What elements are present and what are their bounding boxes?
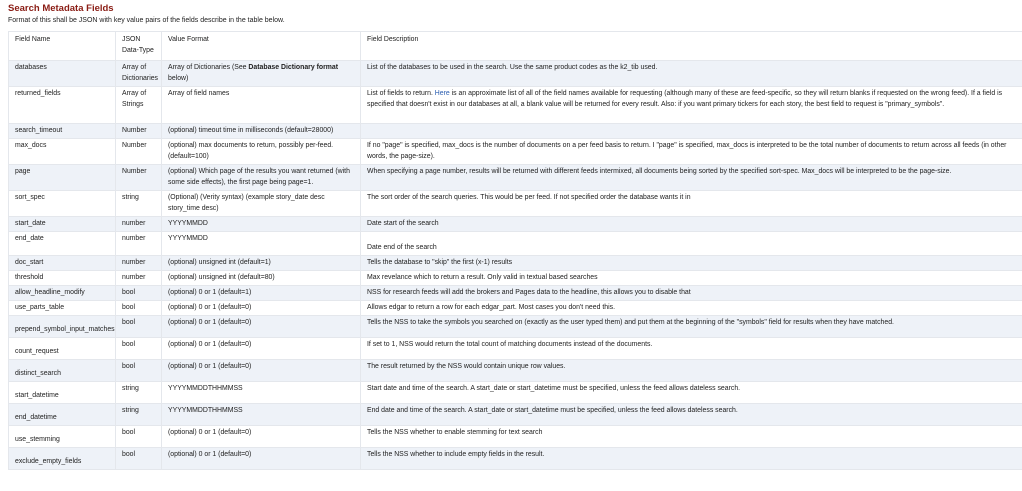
metadata-fields-table — [8, 31, 1022, 470]
field-type: number — [116, 232, 162, 256]
field-format: (optional) Which page of the results you want returned (with some side effects), the first page being page=1. — [162, 165, 361, 191]
field-type: number — [116, 256, 162, 271]
field-type: bool — [116, 426, 162, 448]
table-row — [9, 426, 1022, 448]
field-type: bool — [116, 338, 162, 360]
table-row — [9, 256, 1022, 271]
field-type: bool — [116, 286, 162, 301]
field-format: YYYYMMDDTHHMMSS — [162, 382, 361, 404]
table-row — [9, 286, 1022, 301]
field-type: bool — [116, 301, 162, 316]
field-description: Start date and time of the search. A start_date or start_datetime must be specified, unless the feed allows dateless search. — [361, 382, 1022, 404]
field-format: YYYYMMDD — [162, 232, 361, 256]
field-format: (optional) timeout time in milliseconds (default=28000) — [162, 124, 361, 139]
field-type: number — [116, 271, 162, 286]
table-row — [9, 87, 1022, 124]
table-row — [9, 271, 1022, 286]
field-format: (optional) 0 or 1 (default=0) — [162, 316, 361, 338]
field-type: bool — [116, 316, 162, 338]
field-list-link[interactable]: Here — [434, 90, 450, 97]
field-description: When specifying a page number, results will be returned with different feeds intermixed, all documents being sorted by the specified sort-spec. Max_docs will be interpreted to be the page-size. — [361, 165, 1022, 191]
field-name: count_request — [9, 338, 116, 360]
field-name: max_docs — [9, 139, 116, 165]
field-name: doc_start — [9, 256, 116, 271]
field-description: List of the databases to be used in the search. Use the same product codes as the k2_tib used. — [361, 61, 1022, 87]
field-description: The sort order of the search queries. This would be per feed. If not specified order the database wants it in — [361, 191, 1022, 217]
column-header-value-format: Value Format — [162, 32, 361, 61]
field-type: Number — [116, 139, 162, 165]
field-format: (optional) max documents to return, possibly per-feed. (default=100) — [162, 139, 361, 165]
field-name: exclude_empty_fields — [9, 448, 116, 470]
table-row — [9, 316, 1022, 338]
column-header-field-name: Field Name — [9, 32, 116, 61]
database-dictionary-format-ref: Database Dictionary format — [248, 64, 339, 71]
field-format: (optional) 0 or 1 (default=0) — [162, 360, 361, 382]
field-format — [162, 61, 361, 87]
field-description: Tells the NSS whether to enable stemming for text search — [361, 426, 1022, 448]
section-title: Search Metadata Fields — [8, 3, 114, 14]
field-type: string — [116, 382, 162, 404]
field-description: Date end of the search — [361, 232, 1022, 256]
field-name: use_parts_table — [9, 301, 116, 316]
field-type: Array of Strings — [116, 87, 162, 124]
table-row — [9, 382, 1022, 404]
section-intro: Format of this shall be JSON with key value pairs of the fields describe in the table below. — [8, 17, 285, 24]
field-name: distinct_search — [9, 360, 116, 382]
field-format: Array of field names — [162, 87, 361, 124]
field-name: allow_headline_modify — [9, 286, 116, 301]
table-row — [9, 301, 1022, 316]
field-type: bool — [116, 448, 162, 470]
field-name: end_date — [9, 232, 116, 256]
field-description — [361, 124, 1022, 139]
field-name: start_date — [9, 217, 116, 232]
field-description: Allows edgar to return a row for each edgar_part. Most cases you don't need this. — [361, 301, 1022, 316]
table-row — [9, 360, 1022, 382]
format-text: Array of Dictionaries (See — [168, 64, 249, 71]
description-text: List of fields to return. — [367, 90, 435, 97]
field-type: Number — [116, 124, 162, 139]
field-name: page — [9, 165, 116, 191]
field-description: Tells the database to "skip" the first (x-1) results — [361, 256, 1022, 271]
table-row — [9, 232, 1022, 256]
table-row — [9, 124, 1022, 139]
column-header-field-description: Field Description — [361, 32, 1022, 61]
table-body — [9, 61, 1022, 470]
field-name: sort_spec — [9, 191, 116, 217]
field-format: YYYYMMDDTHHMMSS — [162, 404, 361, 426]
field-format: (optional) unsigned int (default=1) — [162, 256, 361, 271]
table-header — [9, 32, 1022, 61]
field-name: end_datetime — [9, 404, 116, 426]
table-row — [9, 217, 1022, 232]
field-format: (optional) 0 or 1 (default=0) — [162, 448, 361, 470]
field-name: databases — [9, 61, 116, 87]
field-description: Tells the NSS whether to include empty fields in the result. — [361, 448, 1022, 470]
table-row — [9, 139, 1022, 165]
field-description: NSS for research feeds will add the brokers and Pages data to the headline, this allows you to disable that — [361, 286, 1022, 301]
field-description: The result returned by the NSS would contain unique row values. — [361, 360, 1022, 382]
field-name: returned_fields — [9, 87, 116, 124]
field-format: (optional) unsigned int (default=80) — [162, 271, 361, 286]
field-format: YYYYMMDD — [162, 217, 361, 232]
field-description: If no "page" is specified, max_docs is the number of documents on a per feed basis to return. I "page" is specified, max_docs is interpreted to be the total number of documents to return across all feeds (in other words, the page-size). — [361, 139, 1022, 165]
table-row — [9, 61, 1022, 87]
description-text: is an approximate list of all of the field names available for requesting (although many of these are feed-specific, so they will return blanks if requested on the wrong feed). If a field is specified that doesn't exist in our databases at all, a blank value will be returned for every result. Also: if you want primary tickers for each story, the best field to request is "primary_symbols". — [367, 90, 1003, 108]
field-type: Array of Dictionaries — [116, 61, 162, 87]
field-type: number — [116, 217, 162, 232]
table-row — [9, 191, 1022, 217]
field-name: threshold — [9, 271, 116, 286]
table-row — [9, 448, 1022, 470]
field-format: (Optional) (Verity syntax) (example story_date desc story_time desc) — [162, 191, 361, 217]
table-row — [9, 338, 1022, 360]
table-row — [9, 404, 1022, 426]
field-format: (optional) 0 or 1 (default=0) — [162, 301, 361, 316]
field-description: If set to 1, NSS would return the total count of matching documents instead of the documents. — [361, 338, 1022, 360]
field-name: prepend_symbol_input_matches — [9, 316, 116, 338]
field-type: string — [116, 191, 162, 217]
field-description: Tells the NSS to take the symbols you searched on (exactly as the user typed them) and put them at the beginning of the "symbols" field for results when they have matched. — [361, 316, 1022, 338]
field-format: (optional) 0 or 1 (default=0) — [162, 426, 361, 448]
field-format: (optional) 0 or 1 (default=1) — [162, 286, 361, 301]
field-type: bool — [116, 360, 162, 382]
field-type: Number — [116, 165, 162, 191]
field-description — [361, 87, 1022, 124]
field-name: search_timeout — [9, 124, 116, 139]
field-name: start_datetime — [9, 382, 116, 404]
field-description: Max revelance which to return a result. Only valid in textual based searches — [361, 271, 1022, 286]
format-text: below) — [168, 75, 189, 82]
field-name: use_stemming — [9, 426, 116, 448]
field-type: string — [116, 404, 162, 426]
field-format: (optional) 0 or 1 (default=0) — [162, 338, 361, 360]
field-description: Date start of the search — [361, 217, 1022, 232]
column-header-json-type: JSON Data-Type — [116, 32, 162, 61]
table-row — [9, 165, 1022, 191]
field-description: End date and time of the search. A start_date or start_datetime must be specified, unless the feed allows dateless search. — [361, 404, 1022, 426]
